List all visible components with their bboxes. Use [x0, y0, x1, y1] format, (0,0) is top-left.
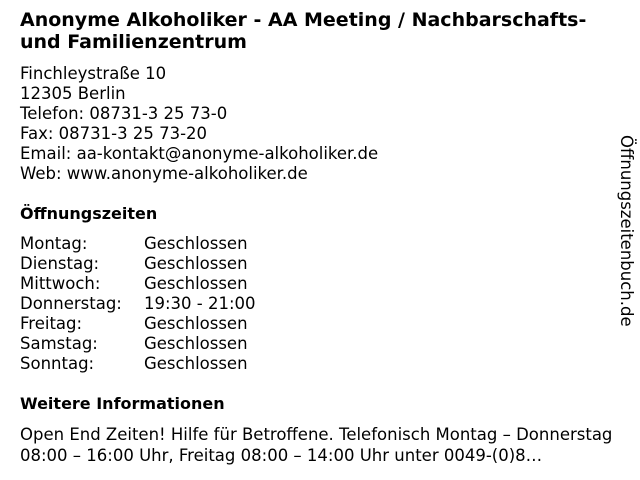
address-email: Email: aa-kontakt@anonyme-alkoholiker.de — [20, 144, 379, 163]
hours-row-thursday — [20, 294, 320, 314]
hours-row-saturday — [20, 334, 320, 354]
hours-time: Geschlossen — [144, 274, 248, 293]
hours-row-friday — [20, 314, 320, 334]
address-phone: Telefon: 08731-3 25 73-0 — [20, 104, 228, 123]
hours-time: Geschlossen — [144, 354, 248, 373]
opening-hours-heading: Öffnungszeiten — [20, 204, 158, 223]
hours-day: Dienstag: — [20, 254, 100, 273]
hours-day: Freitag: — [20, 314, 83, 333]
hours-time: Geschlossen — [144, 254, 248, 273]
further-info-text: Open End Zeiten! Hilfe für Betroffene. Telefonisch Montag – Donnerstag 08:00 – 16:00 Uhr, Freitag 08:00 – 14:00 Uhr unter 0049-(0)8… — [20, 425, 613, 465]
address-city: 12305 Berlin — [20, 84, 126, 103]
address-fax: Fax: 08731-3 25 73-20 — [20, 124, 208, 143]
hours-day: Montag: — [20, 234, 88, 253]
hours-row-wednesday — [20, 274, 320, 294]
hours-row-tuesday — [20, 254, 320, 274]
hours-row-monday — [20, 234, 320, 254]
hours-day: Samstag: — [20, 334, 98, 353]
further-info-heading: Weitere Informationen — [20, 394, 225, 413]
address-street: Finchleystraße 10 — [20, 64, 167, 83]
hours-day: Mittwoch: — [20, 274, 101, 293]
address-block — [20, 64, 378, 184]
page-title: Anonyme Alkoholiker - AA Meeting / Nachbarschafts- und Familienzentrum — [20, 9, 587, 53]
opening-hours-table — [20, 234, 320, 374]
hours-time: Geschlossen — [144, 334, 248, 353]
hours-day: Donnerstag: — [20, 294, 122, 313]
hours-time: Geschlossen — [144, 314, 248, 333]
hours-day: Sonntag: — [20, 354, 95, 373]
hours-time: Geschlossen — [144, 234, 248, 253]
site-watermark: Öffnungszeitenbuch.de — [617, 135, 636, 327]
address-web: Web: www.anonyme-alkoholiker.de — [20, 164, 308, 183]
hours-row-sunday — [20, 354, 320, 374]
hours-time: 19:30 - 21:00 — [144, 294, 256, 313]
